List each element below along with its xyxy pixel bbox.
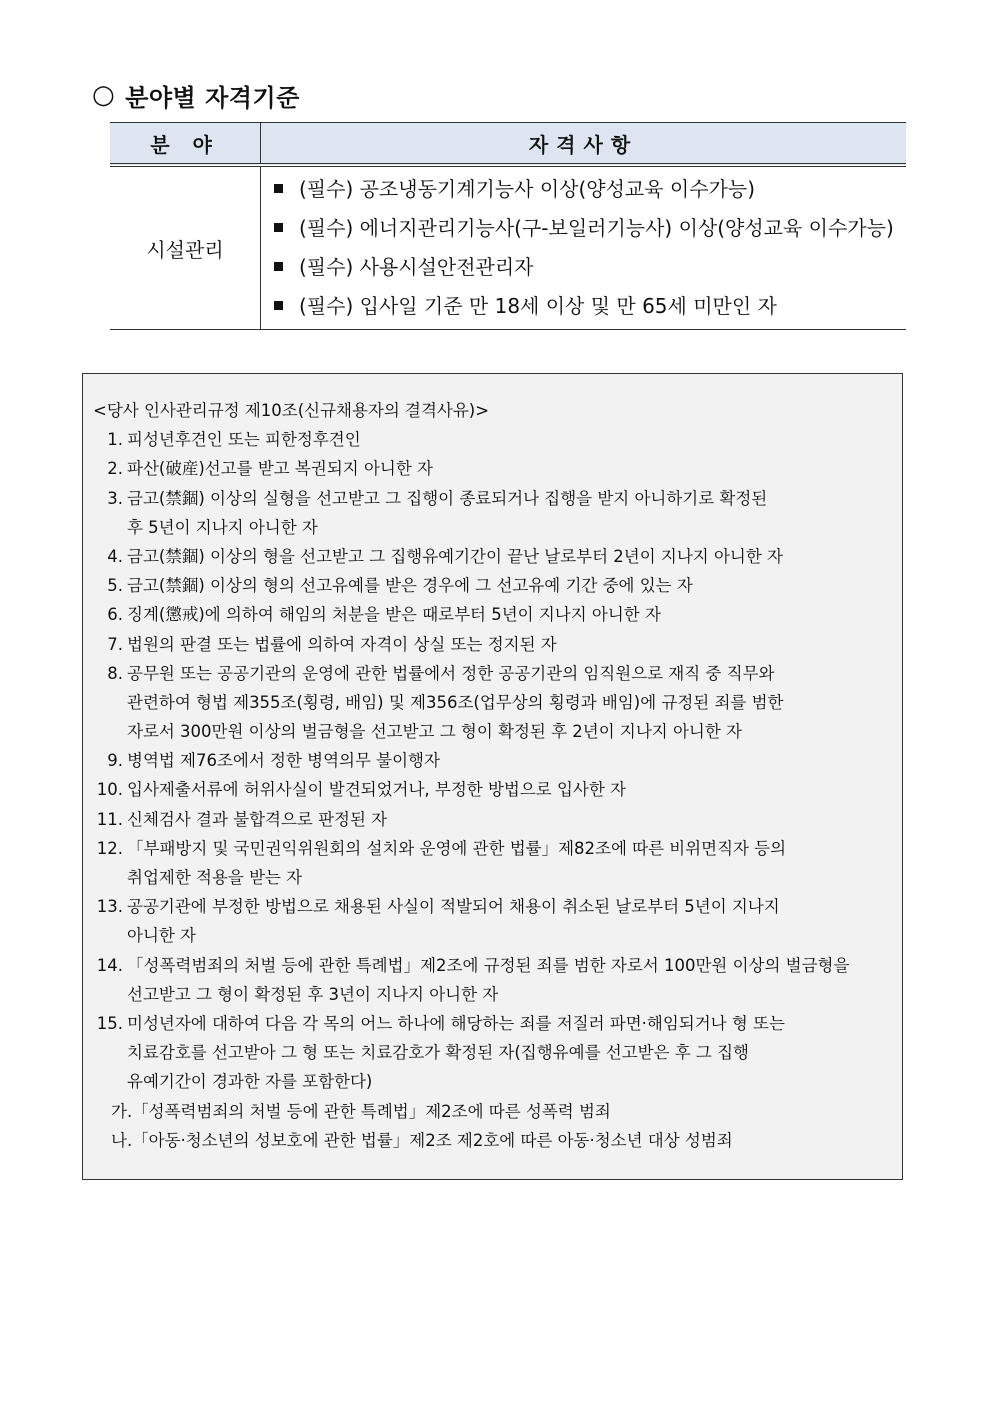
- requirement-text: (필수) 공조냉동기계기능사 이상(양성교육 이수가능): [299, 177, 756, 201]
- requirement-list: [262, 168, 905, 328]
- square-bullet-icon: [274, 301, 283, 310]
- item-number: 13.: [96, 897, 123, 917]
- qualification-table: [110, 122, 906, 330]
- list-item: [93, 951, 896, 1009]
- list-item: [93, 659, 896, 747]
- disqualification-title: <당사 인사관리규정 제10조(신규채용자의 결격사유)>: [93, 401, 490, 420]
- list-item: [93, 425, 896, 454]
- item-line: 금고(禁錮) 이상의 형의 선고유예를 받은 경우에 그 선고유예 기간 중에 있는 자: [127, 576, 693, 596]
- item-line: 선고받고 그 형이 확정된 후 3년이 지나지 아니한 자: [127, 984, 499, 1004]
- item-line: 유예기간이 경과한 자를 포함한다): [127, 1072, 373, 1092]
- square-bullet-icon: [274, 223, 283, 232]
- item-number: 4.: [107, 546, 123, 566]
- item-number: 5.: [107, 576, 123, 596]
- item-number: 10.: [96, 780, 123, 800]
- item-number: 6.: [107, 605, 123, 625]
- list-item: [274, 209, 905, 248]
- list-item: [93, 1009, 896, 1097]
- square-bullet-icon: [274, 184, 283, 193]
- circle-marker-icon: ○: [92, 80, 116, 110]
- disqualification-box: [82, 373, 903, 1180]
- list-item: [93, 805, 896, 834]
- list-item: [93, 600, 896, 629]
- item-number: 3.: [107, 488, 123, 508]
- item-number: 7.: [107, 634, 123, 654]
- item-line: 미성년자에 대하여 다음 각 목의 어느 하나에 해당하는 죄를 저질러 파면·해임되거나 형 또는: [127, 1013, 785, 1033]
- item-text: [127, 630, 896, 659]
- item-line: 「부패방지 및 국민권익위원회의 설치와 운영에 관한 법률」제82조에 따른 비위면직자 등의: [127, 838, 787, 858]
- section-heading: [92, 76, 300, 114]
- disqualification-content: [93, 396, 896, 1155]
- list-item: [274, 170, 905, 209]
- item-line: 법원의 판결 또는 법률에 의하여 자격이 상실 또는 정지된 자: [127, 634, 557, 654]
- item-line: 피성년후견인 또는 피한정후견인: [127, 430, 361, 450]
- item-line: 금고(禁錮) 이상의 형을 선고받고 그 집행유예기간이 끝난 날로부터 2년이 지나지 아니한 자: [127, 546, 783, 566]
- requirement-text: (필수) 에너지관리기능사(구-보일러기능사) 이상(양성교육 이수가능): [299, 216, 894, 240]
- item-text: [127, 454, 896, 483]
- header-qualification: 자격사항: [261, 123, 907, 166]
- item-text: [127, 425, 896, 454]
- item-line: 취업제한 적용을 받는 자: [127, 868, 303, 887]
- item-text: [127, 892, 896, 950]
- list-item: [93, 892, 896, 950]
- list-item: [93, 834, 896, 892]
- field-cell: 시설관리: [110, 165, 261, 330]
- item-line: 공공기관에 부정한 방법으로 채용된 사실이 적발되어 채용이 취소된 날로부터 5년이 지나지: [127, 897, 780, 917]
- list-item: [93, 775, 896, 804]
- item-line: 아니한 자: [127, 926, 197, 946]
- item-text: [127, 600, 896, 629]
- list-item: [93, 746, 896, 775]
- item-number: 14.: [96, 955, 123, 975]
- list-item: [274, 287, 905, 326]
- item-text: [127, 484, 896, 542]
- sub-item: 나.「아동·청소년의 성보호에 관한 법률」제2조 제2호에 따른 아동·청소년 대상 성범죄: [111, 1130, 733, 1150]
- qualification-cell: [261, 165, 907, 330]
- item-number: 2.: [107, 459, 123, 479]
- item-line: 병역법 제76조에서 정한 병역의무 불이행자: [127, 751, 440, 771]
- item-line: 금고(禁錮) 이상의 실형을 선고받고 그 집행이 종료되거나 집행을 받지 아니하기로 확정된: [127, 488, 768, 508]
- item-text: [127, 775, 896, 804]
- item-line: 치료감호를 선고받아 그 형 또는 치료감호가 확정된 자(집행유예를 선고받은 후 그 집행: [127, 1043, 749, 1063]
- item-text: [127, 571, 896, 600]
- item-text: [127, 746, 896, 775]
- requirement-text: (필수) 사용시설안전관리자: [299, 255, 534, 279]
- item-text: [127, 805, 896, 834]
- list-item: [93, 630, 896, 659]
- list-item: [93, 542, 896, 571]
- item-line: 입사제출서류에 허위사실이 발견되었거나, 부정한 방법으로 입사한 자: [127, 780, 626, 800]
- item-text: [127, 1009, 896, 1097]
- item-text: [127, 542, 896, 571]
- square-bullet-icon: [274, 262, 283, 271]
- item-number: 15.: [96, 1013, 123, 1033]
- item-text: [127, 659, 896, 747]
- item-text: [127, 834, 896, 892]
- item-line: 후 5년이 지나지 아니한 자: [127, 517, 318, 537]
- item-number: 11.: [96, 809, 123, 829]
- list-item: [274, 248, 905, 287]
- item-number: 8.: [107, 663, 123, 683]
- item-number: 9.: [107, 751, 123, 771]
- list-item: [93, 454, 896, 483]
- list-item: [93, 571, 896, 600]
- item-line: 징계(懲戒)에 의하여 해임의 처분을 받은 때로부터 5년이 지나지 아니한 자: [127, 605, 661, 625]
- requirement-text: (필수) 입사일 기준 만 18세 이상 및 만 65세 미만인 자: [299, 294, 777, 318]
- item-line: 파산(破産)선고를 받고 복권되지 아니한 자: [127, 459, 433, 479]
- item-line: 「성폭력범죄의 처벌 등에 관한 특례법」제2조에 규정된 죄를 범한 자로서 100만원 이상의 벌금형을: [127, 955, 850, 975]
- item-line: 자로서 300만원 이상의 벌금형을 선고받고 그 형이 확정된 후 2년이 지나지 아니한 자: [127, 722, 742, 742]
- sub-item: 가.「성폭력범죄의 처벌 등에 관한 특례법」제2조에 따른 성폭력 범죄: [111, 1101, 611, 1121]
- item-line: 신체검사 결과 불합격으로 판정된 자: [127, 809, 388, 829]
- item-number: 1.: [107, 430, 123, 450]
- section-title: 분야별 자격기준: [125, 82, 300, 112]
- item-line: 공무원 또는 공공기관의 운영에 관한 법률에서 정한 공공기관의 임직원으로 재직 중 직무와: [127, 663, 775, 683]
- item-number: 12.: [96, 838, 123, 858]
- item-line: 관련하여 형법 제355조(횡령, 배임) 및 제356조(업무상의 횡령과 배임)에 규정된 죄를 범한: [127, 692, 784, 712]
- item-text: [127, 951, 896, 1009]
- table-row: [110, 165, 906, 330]
- header-field: 분 야: [110, 123, 261, 166]
- list-item: [93, 484, 896, 542]
